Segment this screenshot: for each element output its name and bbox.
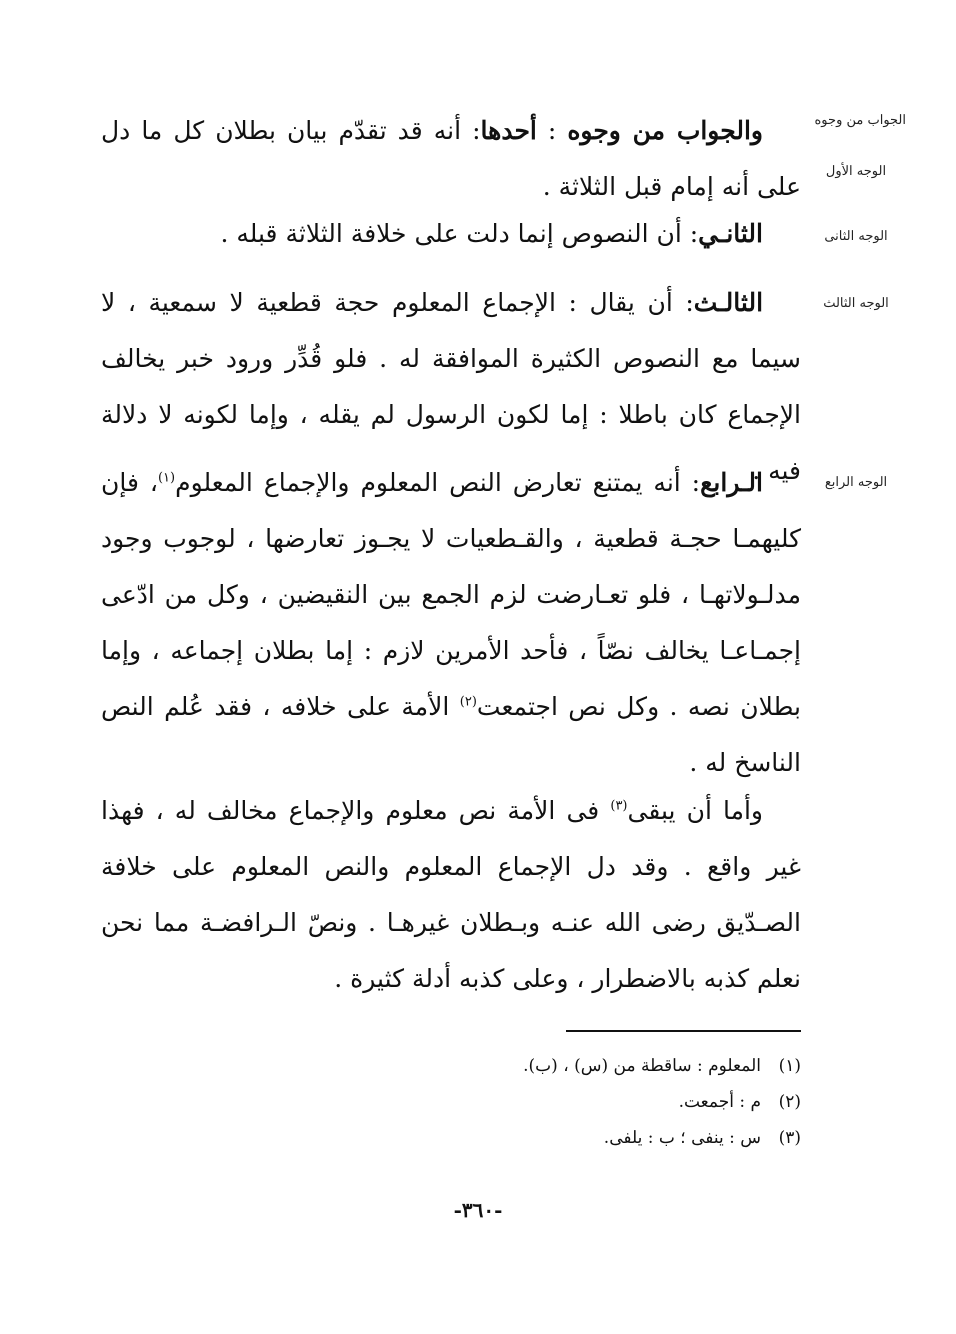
- margin-note-aspect-2: الوجه الثانى: [824, 229, 888, 244]
- lead-fourth: الـرابع: [700, 468, 763, 497]
- text-fifth-b: فى الأمة نص معلوم والإجماع مخالف له ، فهذا غير واقع . وقد دل الإجماع المعلوم والنص المعلوم على خلافة الصـدّيق رضى الله عنـه وبـطلان غيرهـا . ونصّ الـرافضـة مما نحن نعلم كذبه بالاضطرار ، وعلى كذبه أدلة كثيرة .: [101, 796, 801, 993]
- paragraph-first-aspect: والجواب من وجوه : أحدها: أنه قد تقدّم بيان بطلان كل ما دل على أنه إمام قبل الثلاثة .: [101, 116, 801, 201]
- text-fourth-b: ، فإن كليهمـا حجـة قطعية ، والقـطعيات لا يجـوز تعارضها ، لوجوب وجود مدلـولاتهـا ، فلو تعـارضت لزم الجمع بين النقيضين ، وكل من ادّعى إجمـاعـا يخالف نصّاً ، فأحد الأمرين لازم : إما بطلان إجماعه ، وإما بطلان نصه . وكل نص اجتمعت: [101, 468, 802, 721]
- page-number: -٣٦٠-: [453, 1198, 503, 1222]
- footnote-ref-3: (٣): [610, 798, 628, 814]
- text-fifth-a: وأما أن يبقى: [627, 796, 764, 825]
- text-first: : أنه قد تقدّم بيان بطلان كل ما دل على أنه إمام قبل الثلاثة .: [101, 116, 801, 201]
- paragraph-second-aspect: [101, 206, 801, 262]
- footnote-3: [301, 1120, 801, 1156]
- paragraph-fourth-aspect: [101, 455, 801, 791]
- footnote-ref-1: (١): [157, 470, 176, 486]
- footnote-text: س : ينفى ؛ ب : يلفى.: [603, 1128, 761, 1148]
- footnotes: [301, 1048, 801, 1156]
- margin-note-aspect-1: الوجه الأول: [825, 164, 887, 179]
- footnote-number: (٣): [778, 1128, 801, 1148]
- lead-third: الثالـث: [693, 288, 764, 317]
- margin-note-aspect-4: الوجه الرابع: [824, 475, 888, 490]
- lead-first: أحدها: [480, 116, 537, 145]
- footnote-2: [301, 1084, 801, 1120]
- lead-second: الثانـي: [698, 219, 763, 248]
- text-third: : أن يقال : الإجماع المعلوم حجة قطعية لا سمعية ، لا سيما مع النصوص الكثيرة الموافقة له . فلو قُدِّر ورود خبر يخالف الإجماع كان باطلا : إما لكون الرسول لم يقله ، وإما لكونه لا دلالة فيه .: [101, 288, 801, 485]
- footnote-ref-2: (٢): [459, 694, 477, 710]
- margin-note-aspect-3: الوجه الثالث: [823, 296, 889, 311]
- footnote-text: م : أجمعت.: [678, 1092, 761, 1112]
- footnote-number: (٢): [778, 1092, 801, 1112]
- paragraph-consensus: [101, 783, 801, 1007]
- text-second: : أن النصوص إنما دلت على خلافة الثلاثة قبله .: [220, 219, 699, 248]
- footnote-separator: [566, 1030, 801, 1032]
- footnote-text: المعلوم : ساقطة من (س) ، (ب).: [523, 1056, 761, 1076]
- text-fourth-a: : أنه يمتنع تعارض النص المعلوم والإجماع المعلوم: [175, 468, 701, 497]
- footnote-1: [301, 1048, 801, 1084]
- lead-answer: والجواب من وجوه: [567, 116, 763, 145]
- margin-note-answer-aspects: الجواب من وجوه: [814, 113, 906, 128]
- footnote-number: (١): [778, 1056, 801, 1076]
- text-fourth-c: الأمة على خلافه ، فقد عُلم النص الناسخ له .: [101, 692, 801, 777]
